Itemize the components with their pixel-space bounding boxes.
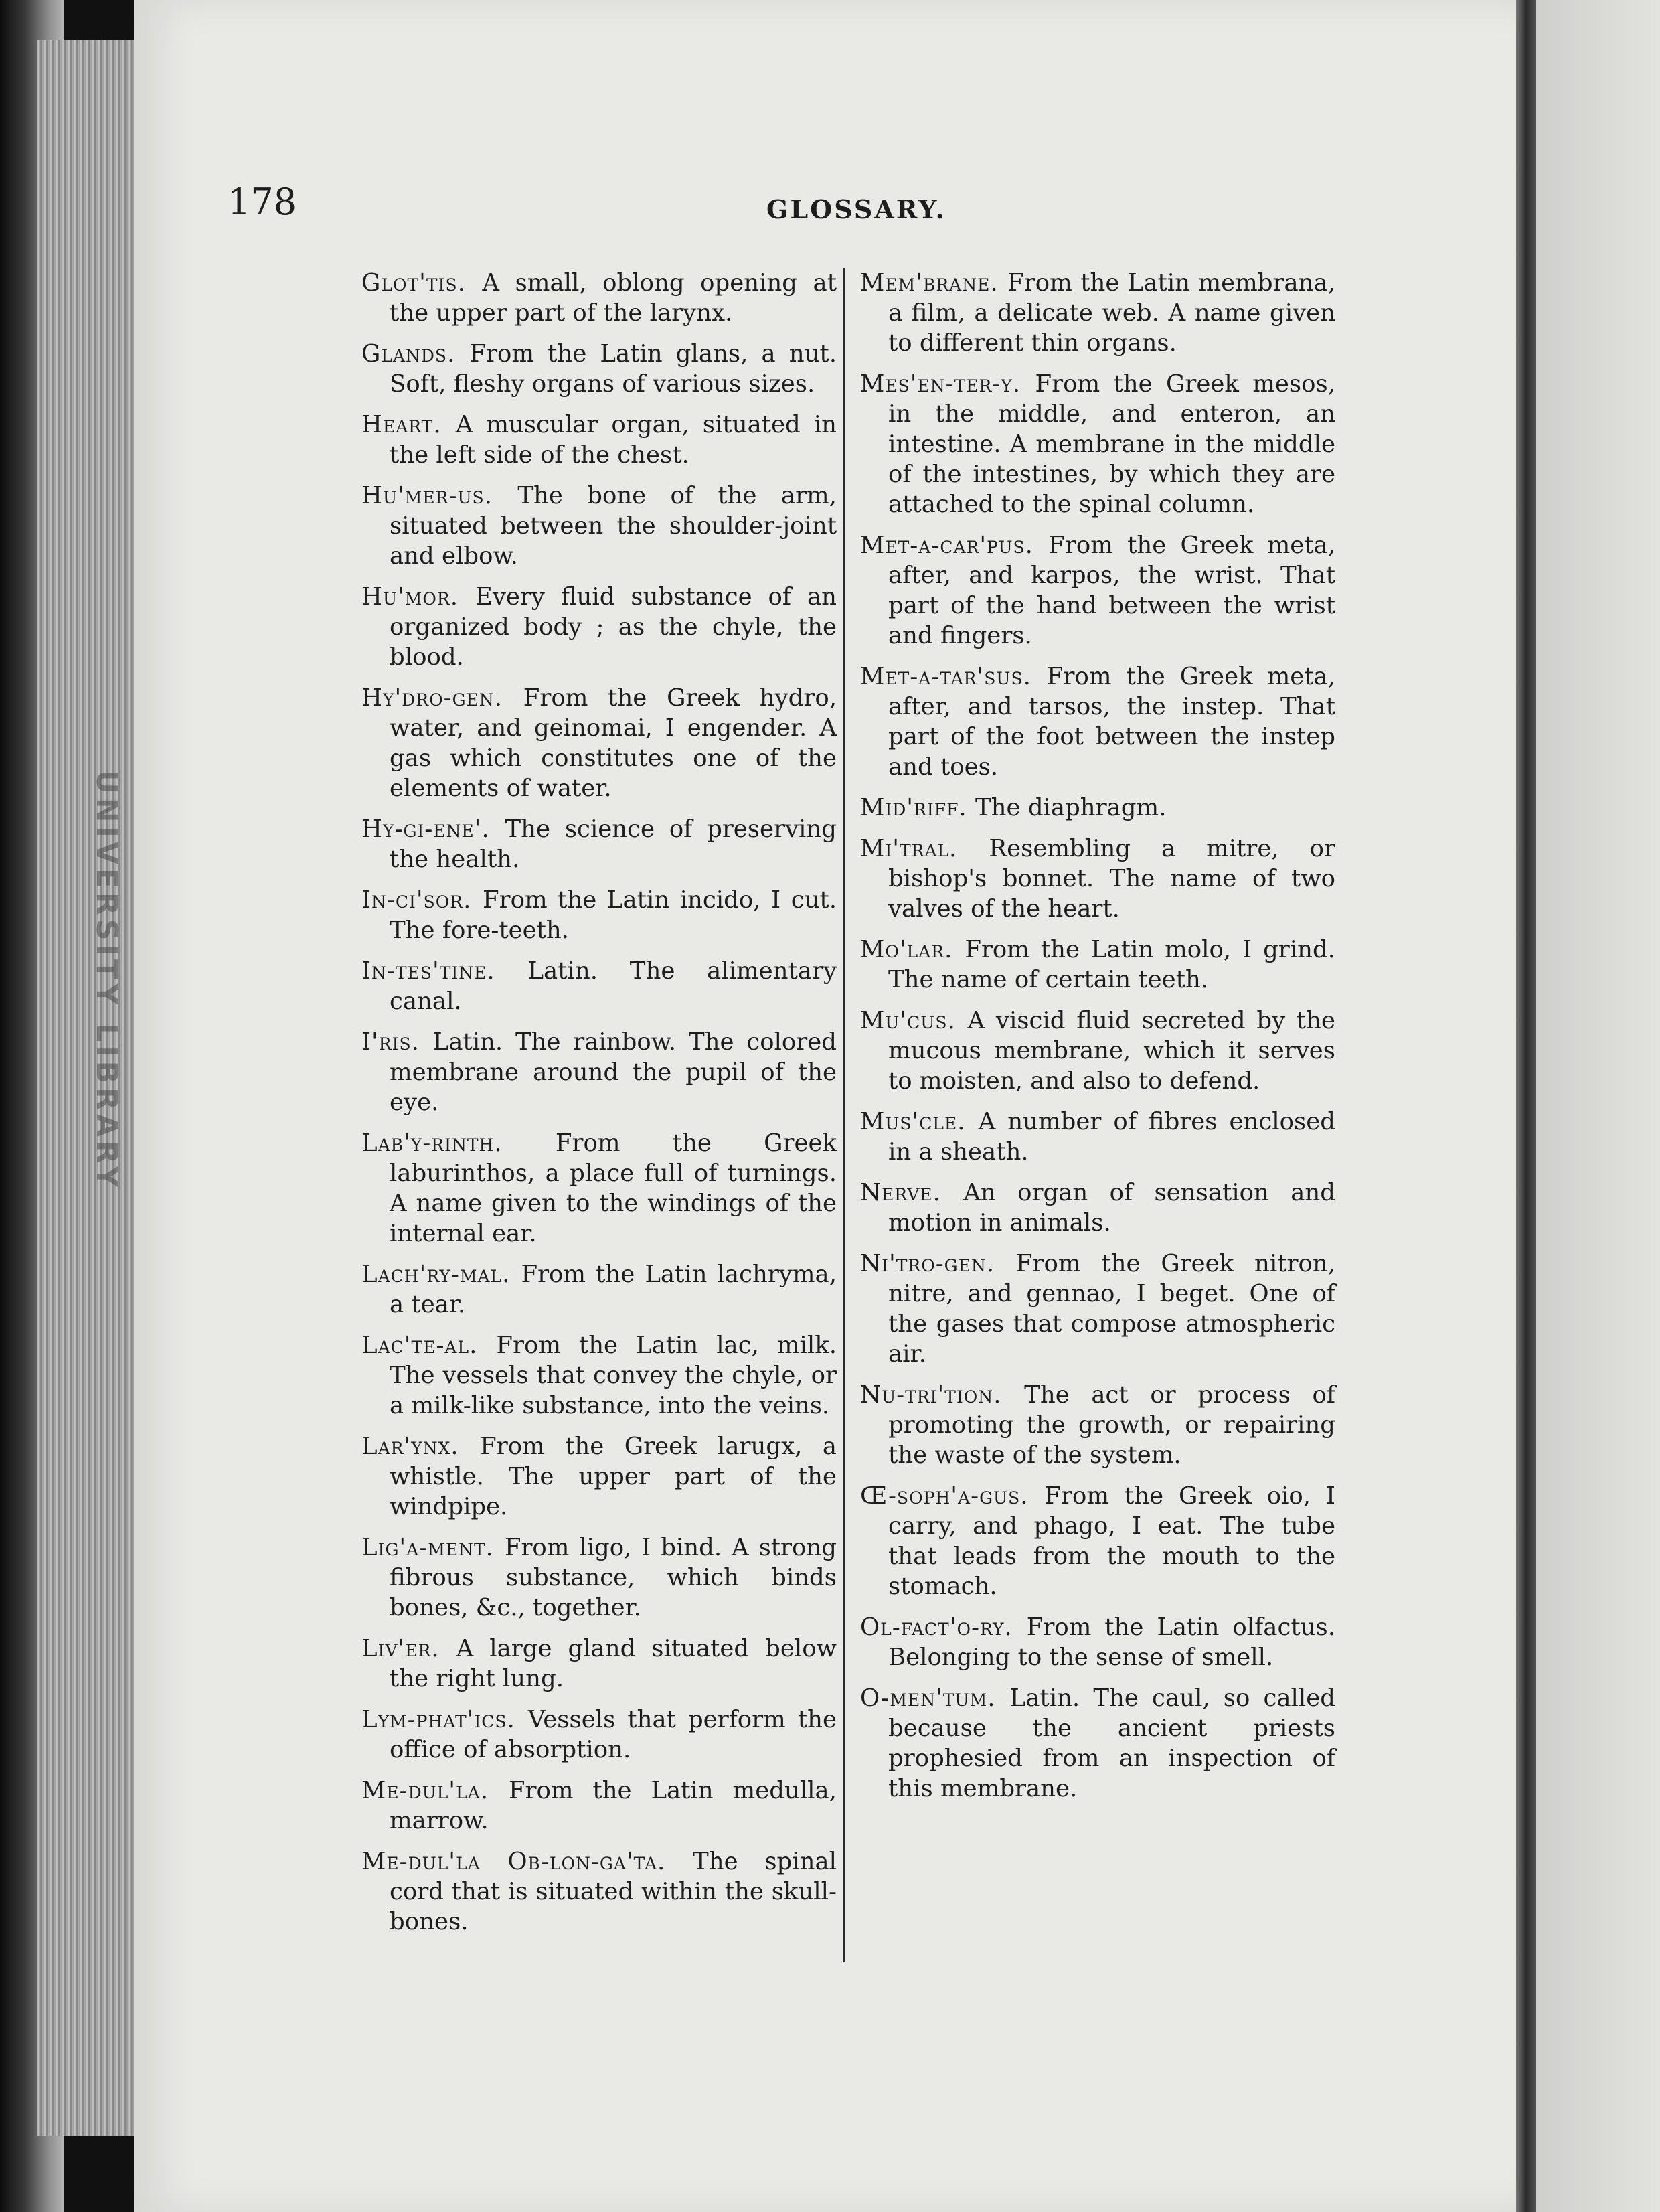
page-title: GLOSSARY. [766, 194, 946, 224]
entry-definition: From the Greek mesos, in the middle, and enteron, an intestine. A membrane in the middle of the intestines, by which they are attached to the spinal column. [888, 370, 1335, 518]
entry-term: Hu'mer-us . [361, 482, 517, 509]
entry-definition: Resembling a mitre, or bishop's bonnet. The name of two valves of the heart. [888, 835, 1335, 923]
entry-definition: A viscid fluid secreted by the mucous membrane, which it serves to moisten, and also to defend. [888, 1007, 1335, 1095]
entry-term: Ol-fact'o-ry . [860, 1613, 1027, 1641]
entry-definition: A number of fibres enclosed in a sheath. [888, 1108, 1335, 1166]
glossary-entry [361, 410, 837, 470]
book-gutter [1516, 0, 1536, 2212]
glossary-entry [361, 1634, 837, 1694]
entry-definition: A muscular organ, situated in the left side of the chest. [390, 411, 837, 469]
glossary-entry [361, 1532, 837, 1623]
entry-term: Lab'y-rinth . [361, 1129, 556, 1157]
entry-term: Mem'brane . [860, 269, 1007, 297]
entry-term: Met-a-tar'sus . [860, 663, 1047, 690]
entry-definition: An organ of sensation and motion in animals. [888, 1179, 1335, 1237]
glossary-entry [860, 661, 1335, 782]
entry-term: Lach'ry-mal . [361, 1261, 521, 1288]
entry-definition: Every fluid substance of an organized body ; as the chyle, the blood. [390, 583, 837, 671]
entry-term: Mid'riff . [860, 794, 975, 821]
glossary-entry [361, 1775, 837, 1836]
entry-definition: From the Latin olfactus. Belonging to the sense of smell. [888, 1613, 1335, 1671]
entry-term: In-ci'sor . [361, 886, 483, 914]
entry-term: Mi'tral . [860, 835, 989, 862]
glossary-entry [361, 1431, 837, 1522]
entry-definition: From the Greek larugx, a whistle. The upper part of the windpipe. [390, 1433, 837, 1520]
page-number: 178 [228, 181, 297, 223]
entry-definition: From the Latin glans, a nut. Soft, fleshy organs of various sizes. [390, 340, 837, 398]
glossary-entry [361, 1259, 837, 1320]
entry-definition: From ligo, I bind. A strong fibrous substance, which binds bones, &c., together. [390, 1534, 837, 1622]
entry-definition: Vessels that perform the office of absorption. [390, 1706, 837, 1763]
glossary-entry [860, 1178, 1335, 1238]
glossary-entry [860, 1683, 1335, 1804]
entry-definition: From the Latin medulla, marrow. [390, 1777, 837, 1834]
entry-term: Glot'tis . [361, 269, 482, 297]
entry-definition: From the Greek oio, I carry, and phago, I eat. The tube that leads from the mouth to the stomach. [888, 1482, 1335, 1600]
entry-term: Hy'dro-gen . [361, 684, 523, 712]
glossary-entry [361, 1027, 837, 1117]
glossary-entry [860, 268, 1335, 358]
entry-definition: The bone of the arm, situated between the shoulder-joint and elbow. [390, 482, 837, 570]
entry-term: Nerve . [860, 1179, 963, 1206]
glossary-entry [361, 268, 837, 328]
column-divider [843, 268, 845, 1962]
glossary-entry [860, 530, 1335, 651]
entry-definition: The diaphragm. [975, 794, 1167, 821]
entry-definition: From the Latin incido, I cut. The fore-teeth. [390, 886, 837, 944]
glossary-entry [361, 956, 837, 1016]
glossary-entry [860, 1107, 1335, 1167]
entry-definition: The spinal cord that is situated within the skull-bones. [390, 1848, 837, 1936]
entry-definition: From the Greek meta, after, and tarsos, the instep. That part of the foot between the instep and toes. [888, 663, 1335, 781]
entry-definition: From the Greek laburinthos, a place full of turnings. A name given to the windings of the internal ear. [390, 1129, 837, 1247]
glossary-entry [860, 1481, 1335, 1601]
glossary-entry [860, 1612, 1335, 1672]
entry-definition: From the Latin lachryma, a tear. [390, 1261, 837, 1318]
glossary-entry [860, 1006, 1335, 1096]
glossary-column-left [361, 268, 837, 1948]
entry-term: Liv'er . [361, 1635, 456, 1662]
entry-term: Hu'mor . [361, 583, 475, 611]
glossary-entry [860, 1380, 1335, 1470]
entry-term: Mes'en-ter-y . [860, 370, 1035, 398]
entry-definition: The science of preserving the health. [390, 815, 837, 873]
entry-term: Me-dul'la . [361, 1777, 509, 1804]
glossary-entry [361, 582, 837, 672]
entry-term: In-tes'tine . [361, 957, 527, 985]
entry-definition: From the Latin molo, I grind. The name of certain teeth. [888, 936, 1335, 994]
entry-term: Lac'te-al . [361, 1332, 496, 1359]
entry-term: Nu-tri'tion . [860, 1381, 1024, 1409]
running-header [228, 181, 964, 234]
entry-term: Lar'ynx . [361, 1433, 480, 1460]
glossary-column-right [860, 268, 1335, 1814]
entry-definition: From the Greek meta, after, and karpos, the wrist. That part of the hand between the wrist and fingers. [888, 532, 1335, 649]
entry-term: Ni'tro-gen . [860, 1250, 1016, 1277]
entry-definition: From the Latin lac, milk. The vessels that convey the chyle, or a milk-like substance, into the veins. [390, 1332, 837, 1419]
entry-term: Mo'lar . [860, 936, 965, 963]
entry-term: Glands . [361, 340, 469, 368]
entry-definition: A large gland situated below the right lung. [390, 1635, 837, 1692]
entry-definition: The act or process of promoting the growth, or repairing the waste of the system. [888, 1381, 1335, 1469]
glossary-entry [361, 683, 837, 803]
glossary-entry [361, 814, 837, 874]
glossary-entry [361, 885, 837, 945]
library-stamp: UNIVERSITY LIBRARY [90, 770, 124, 1192]
entry-definition: Latin. The rainbow. The colored membrane around the pupil of the eye. [390, 1028, 837, 1116]
entry-term: Mus'cle . [860, 1108, 979, 1135]
glossary-entry [361, 481, 837, 571]
entry-definition: From the Greek nitron, nitre, and gennao, I beget. One of the gases that compose atmospheric air. [888, 1250, 1335, 1368]
entry-definition: Latin. The caul, so called because the ancient priests prophesied from an inspection of this membrane. [888, 1684, 1335, 1802]
glossary-entry [860, 793, 1335, 823]
glossary-entry [860, 369, 1335, 520]
entry-term: Me-dul'la Ob-lon-ga'ta . [361, 1848, 693, 1875]
glossary-entry [361, 339, 837, 399]
glossary-entry [361, 1705, 837, 1765]
entry-definition: From the Greek hydro, water, and geinomai, I engender. A gas which constitutes one of the elements of water. [390, 684, 837, 802]
entry-definition: Latin. The alimentary canal. [390, 957, 837, 1015]
entry-term: Heart . [361, 411, 456, 439]
entry-definition: A small, oblong opening at the upper part of the larynx. [390, 269, 837, 327]
entry-term: I'ris . [361, 1028, 433, 1056]
entry-term: O-men'tum . [860, 1684, 1010, 1712]
entry-term: Lig'a-ment . [361, 1534, 505, 1561]
entry-term: Hy-gi-ene' . [361, 815, 505, 843]
glossary-entry [860, 834, 1335, 924]
entry-term: Mu'cus . [860, 1007, 968, 1034]
entry-term: Lym-phat'ics . [361, 1706, 528, 1733]
entry-term: Œ-soph'a-gus . [860, 1482, 1044, 1510]
glossary-entry [361, 1330, 837, 1421]
glossary-entry [361, 1846, 837, 1937]
entry-term: Met-a-car'pus . [860, 532, 1048, 559]
facing-page-edge [1536, 0, 1660, 2212]
glossary-entry [361, 1128, 837, 1249]
glossary-entry [860, 1249, 1335, 1369]
entry-definition: From the Latin membrana, a film, a delicate web. A name given to different thin organs. [888, 269, 1335, 357]
glossary-entry [860, 935, 1335, 995]
